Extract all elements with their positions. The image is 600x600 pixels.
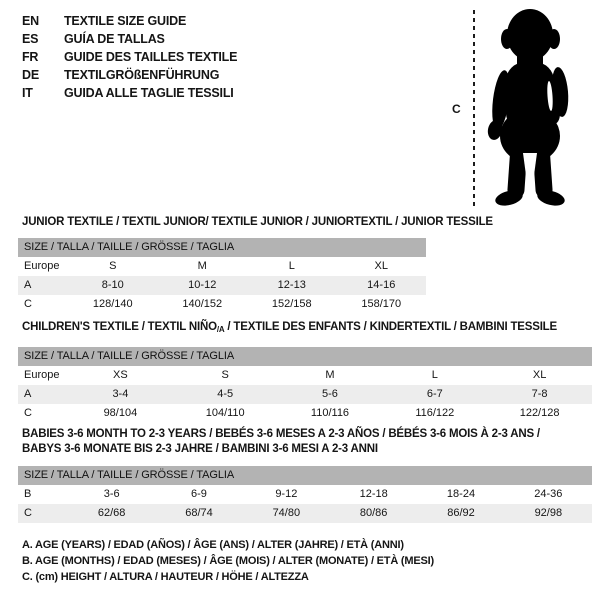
table-cell: XL (374, 260, 388, 272)
table-cell: 18-24 (446, 488, 476, 500)
row-label: C (24, 407, 32, 419)
row-label: C (24, 298, 32, 310)
table-cell: 12-18 (359, 488, 388, 500)
babies-section-title (22, 427, 540, 457)
table-cell: 68/74 (185, 507, 213, 519)
row-label: Europe (24, 260, 60, 272)
table-cell: 3-4 (112, 388, 129, 400)
table-cell: 12-13 (277, 279, 306, 291)
table-cell: XS (113, 369, 128, 381)
children-size-table (18, 347, 592, 423)
table-cell: 14-16 (367, 279, 396, 291)
table-cell: 116/122 (415, 407, 455, 419)
language-title-list (22, 12, 237, 102)
table-cell: 98/104 (103, 407, 138, 419)
table-cell: 8-10 (101, 279, 124, 291)
table-cell: 5-6 (322, 388, 338, 400)
lang-code: IT (22, 86, 33, 100)
measure-label-c: C (452, 102, 461, 116)
children-section-title (22, 321, 557, 333)
table-cell: S (221, 369, 229, 381)
row-label: Europe (24, 369, 60, 381)
lang-title: GUÍA DE TALLAS (64, 32, 165, 46)
table-row-europe (18, 257, 426, 276)
size-header-bar: SIZE / TALLA / TAILLE / GRÖSSE / TAGLIA (18, 347, 592, 366)
lang-code: FR (22, 50, 39, 64)
babies-size-table (18, 466, 592, 523)
lang-code: ES (22, 32, 39, 46)
table-cell: 24-36 (534, 488, 563, 500)
note-a: A. AGE (YEARS) / EDAD (AÑOS) / ÂGE (ANS) / ALTER (JAHRE) / ETÀ (ANNI) (22, 539, 404, 551)
babies-title-line2: BABYS 3-6 MONATE BIS 2-3 JAHRE / BAMBINI 3-6 MESI A 2-3 ANNI (22, 443, 378, 455)
row-label: A (24, 279, 32, 291)
table-cell: M (325, 369, 335, 381)
table-cell: 110/116 (310, 407, 350, 419)
table-cell: 74/80 (272, 507, 301, 519)
lang-row-es (22, 30, 237, 48)
lang-code: EN (22, 14, 39, 28)
lang-row-it (22, 84, 237, 102)
size-header-bar: SIZE / TALLA / TAILLE / GRÖSSE / TAGLIA (18, 466, 592, 485)
row-label: C (24, 507, 32, 519)
lang-title: TEXTILE SIZE GUIDE (64, 14, 187, 28)
table-cell: 62/68 (97, 507, 126, 519)
table-cell: 140/152 (182, 298, 223, 310)
table-row-c (18, 504, 592, 523)
table-cell: L (431, 369, 438, 381)
table-cell: L (288, 260, 295, 272)
table-cell: S (109, 260, 117, 272)
table-row-europe (18, 366, 592, 385)
row-label: B (24, 488, 32, 500)
lang-row-en (22, 12, 237, 30)
table-cell: 92/98 (534, 507, 563, 519)
table-row-c (18, 404, 592, 423)
table-cell: 80/86 (359, 507, 388, 519)
table-cell: 6-9 (191, 488, 207, 500)
toddler-silhouette-image (480, 8, 580, 208)
table-cell: XL (532, 369, 547, 381)
table-cell: 158/170 (361, 298, 402, 310)
table-cell: 6-7 (426, 388, 443, 400)
lang-row-fr (22, 48, 237, 66)
height-measure-dashed-line (473, 10, 475, 208)
table-cell: 4-5 (217, 388, 234, 400)
row-label: A (24, 388, 32, 400)
children-title-pre: CHILDREN'S TEXTILE / TEXTIL NIÑO (22, 321, 217, 333)
size-header-bar: SIZE / TALLA / TAILLE / GRÖSSE / TAGLIA (18, 238, 426, 257)
table-row-b (18, 485, 592, 504)
lang-title: GUIDE DES TAILLES TEXTILE (64, 50, 238, 64)
note-b: B. AGE (MONTHS) / EDAD (MESES) / ÂGE (MOIS) / ALTER (MONATE) / ETÀ (MESI) (22, 555, 434, 567)
lang-code: DE (22, 68, 39, 82)
table-cell: 104/110 (205, 407, 245, 419)
junior-size-table (18, 238, 426, 314)
lang-title: GUIDA ALLE TAGLIE TESSILI (64, 86, 234, 100)
children-title-post: / TEXTILE DES ENFANTS / KINDERTEXTIL / BAMBINI TESSILE (224, 321, 557, 333)
table-cell: 128/140 (92, 298, 133, 310)
babies-title-line1: BABIES 3-6 MONTH TO 2-3 YEARS / BEBÉS 3-6 MESES A 2-3 AÑOS / BÉBÉS 3-6 MOIS À 2-3 ANS / (22, 428, 540, 440)
table-row-c (18, 295, 426, 314)
table-cell: M (197, 260, 207, 272)
table-cell: 3-6 (103, 488, 120, 500)
table-cell: 86/92 (447, 507, 475, 519)
table-cell: 9-12 (275, 488, 298, 500)
footnotes (22, 537, 434, 585)
table-cell: 122/128 (519, 407, 560, 419)
note-c: C. (cm) HEIGHT / ALTURA / HAUTEUR / HÖHE / ALTEZZA (22, 571, 309, 583)
lang-title: TEXTILGRÖßENFÜHRUNG (64, 68, 220, 82)
children-title-sub: /A (216, 325, 225, 334)
junior-section-title: JUNIOR TEXTILE / TEXTIL JUNIOR/ TEXTILE JUNIOR / JUNIORTEXTIL / JUNIOR TESSILE (22, 216, 493, 228)
table-row-a (18, 276, 426, 295)
table-cell: 7-8 (531, 388, 548, 400)
table-row-a (18, 385, 592, 404)
table-cell: 152/158 (271, 298, 312, 310)
lang-row-de (22, 66, 237, 84)
table-cell: 10-12 (188, 279, 217, 291)
